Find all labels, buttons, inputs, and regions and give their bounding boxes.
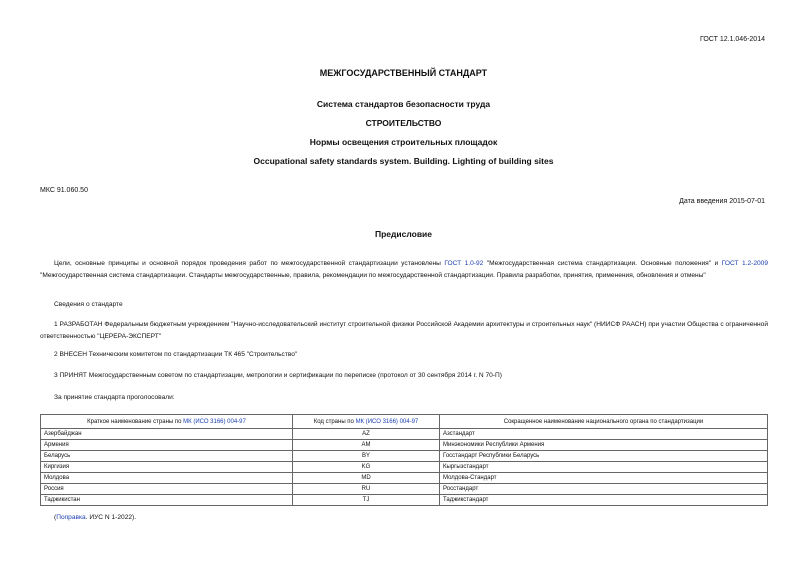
body-cell: Таджикстандарт [440, 495, 768, 506]
body-cell: Минэкономики Республики Армения [440, 440, 768, 451]
country-cell: Беларусь [41, 451, 293, 462]
body-cell: Молдова-Стандарт [440, 473, 768, 484]
table-row [41, 451, 768, 462]
column-header-body: Сокращенное наименование национального органа по стандартизации [440, 415, 768, 429]
mks-code: МКС 91.060.50 [40, 187, 88, 194]
document-code: ГОСТ 12.1.046-2014 [699, 36, 765, 43]
standard-info-heading: Сведения о стандарте [54, 301, 123, 308]
standard-type-heading: МЕЖГОСУДАРСТВЕННЫЙ СТАНДАРТ [319, 68, 488, 78]
code-cell: AZ [293, 429, 440, 440]
country-cell: Азербайджан [41, 429, 293, 440]
code-cell: MD [293, 473, 440, 484]
subject-title-en: Occupational safety standards system. Building. Lighting of building sites [253, 156, 554, 166]
country-cell: Киргизия [41, 462, 293, 473]
code-cell: RU [293, 484, 440, 495]
code-cell: KG [293, 462, 440, 473]
body-cell: Кыргызстандарт [440, 462, 768, 473]
code-cell: TJ [293, 495, 440, 506]
header-text: Код страны по [313, 418, 356, 425]
table-row [41, 462, 768, 473]
column-header-country [41, 415, 293, 429]
amendment-link[interactable]: Поправка [56, 514, 86, 521]
developed-by-paragraph: 1 РАЗРАБОТАН Федеральным бюджетным учреждением "Научно-исследовательский институт строительной физики Российской Академии архитектуры и строительных наук" (НИИСФ РААСН) при участии Общества с ограниченной ответственностью "ЦЕРЕРА-ЭКСПЕРТ" [40, 321, 768, 340]
mk-iso-3166-link[interactable]: МК (ИСО 3166) 004-97 [183, 418, 246, 425]
note-text: ( [54, 514, 57, 521]
body-cell: Азстандарт [440, 429, 768, 440]
paragraph-text: Цели, основные принципы и основной порядок проведения работ по межгосударственной стандартизации установлены [54, 260, 445, 267]
section-title: СТРОИТЕЛЬСТВО [365, 118, 442, 128]
country-cell: Таджикистан [41, 495, 293, 506]
country-cell: Молдова [41, 473, 293, 484]
preface-paragraph [40, 258, 768, 282]
table-header-row [41, 415, 768, 429]
table-row [41, 440, 768, 451]
paragraph-text: "Межгосударственная система стандартизации. Стандарты межгосударственные, правила, рекомендации по межгосударственной стандартизации. Правила разработки, принятия, применения, обновления и отмены" [40, 272, 706, 279]
voting-states-table [40, 414, 768, 506]
adopted-by-paragraph: 3 ПРИНЯТ Межгосударственным советом по стандартизации, метрологии и сертификации по переписке (протокол от 30 сентября 2014 г. N 70-П) [54, 372, 502, 379]
country-cell: Россия [41, 484, 293, 495]
standards-system-title: Система стандартов безопасности труда [316, 99, 491, 109]
code-cell: BY [293, 451, 440, 462]
body-cell: Росстандарт [440, 484, 768, 495]
amendment-note [54, 514, 136, 521]
gost-1-0-link[interactable]: ГОСТ 1.0-92 [444, 260, 484, 267]
gost-1-2-link[interactable]: ГОСТ 1.2-2009 [721, 260, 768, 267]
country-cell: Армения [41, 440, 293, 451]
table-row [41, 484, 768, 495]
table-row [41, 473, 768, 484]
table-row [41, 429, 768, 440]
mk-iso-3166-link[interactable]: МК (ИСО 3166) 004-97 [355, 418, 419, 425]
body-cell: Госстандарт Республики Беларусь [440, 451, 768, 462]
code-cell: AM [293, 440, 440, 451]
preface-heading: Предисловие [374, 229, 433, 239]
subject-title: Нормы освещения строительных площадок [309, 137, 498, 147]
paragraph-text: "Межгосударственная система стандартизации. Основные положения" и [483, 260, 722, 267]
column-header-code [293, 415, 440, 429]
header-text: Краткое наименование страны по [87, 418, 184, 425]
table-row [41, 495, 768, 506]
voted-for-paragraph: За принятие стандарта проголосовали: [54, 394, 175, 401]
submitted-by-paragraph: 2 ВНЕСЕН Техническим комитетом по стандартизации ТК 465 "Строительство" [54, 351, 298, 358]
note-text: . ИУС N 1-2022). [85, 514, 137, 521]
introduction-date: Дата введения 2015-07-01 [679, 198, 765, 205]
